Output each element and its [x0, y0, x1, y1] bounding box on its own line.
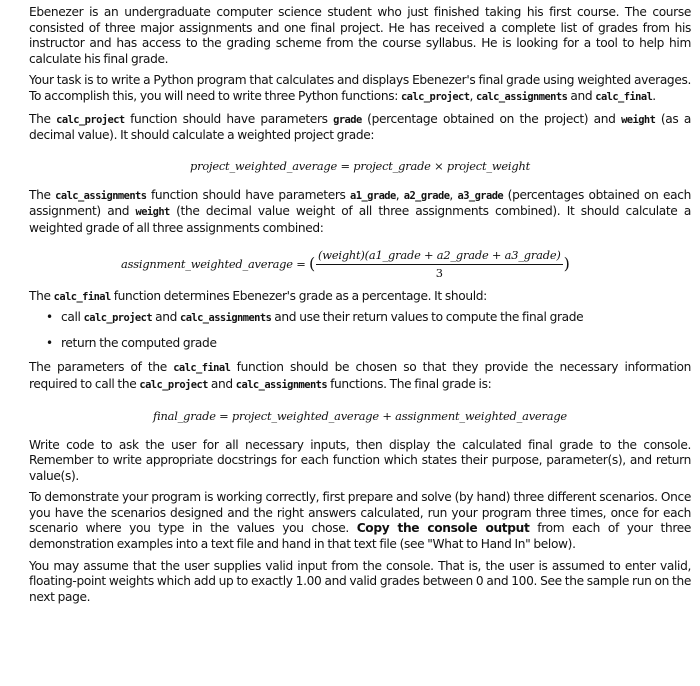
calc-final-steps-list: [29, 310, 691, 351]
eq2-open-paren: (: [309, 254, 316, 274]
task-sep-1: ,: [469, 88, 476, 103]
project-weighted-average-equation: [29, 157, 691, 176]
calc-final-paragraph: [29, 289, 691, 306]
list-item: [29, 310, 691, 327]
eq2-fraction: [316, 248, 563, 280]
eq3-equals: =: [215, 408, 232, 423]
code-grade: grade: [333, 113, 362, 126]
calc-project-paragraph: [29, 112, 691, 144]
eq1-rhs-2: project_weight: [446, 158, 530, 173]
calc-final-text-2: function determines Ebenezer's grade as a percentage. It should:: [110, 288, 487, 303]
eq1-equals: =: [337, 158, 354, 173]
calc-assignments-text-4: (the decimal value weight of all three assignments combined). It should calculate a weighted grade of all three assignments combined:: [29, 204, 691, 235]
calc-assignments-text-3: (percentages obtained on each assignment) and: [29, 187, 691, 219]
assumptions-paragraph: You may assume that the user supplies valid input from the console. That is, the user is assumed to enter valid, floating-point weights which add up to exactly 1.00 and valid grades between 0 and 100. See the sample run on the next page.: [29, 558, 691, 604]
eq1-rhs-1: project_grade: [353, 158, 431, 173]
code-calc-final: calc_final: [595, 90, 653, 103]
bullet2-text: return the computed grade: [61, 335, 217, 350]
code-calc-final: calc_final: [53, 290, 111, 303]
demo-text-1: To demonstrate your program is working correctly, first prepare and solve (by hand) three different scenarios. Once you have the scenarios designed and the right answers calculated, run your program three times, once for each scenario where you type in the values you chose.: [29, 490, 691, 536]
eq2-numerator: (weight)(a1_grade + a2_grade + a3_grade): [316, 248, 563, 265]
bullet-icon: •: [46, 310, 53, 325]
calc-assignments-sep-2: ,: [449, 187, 458, 202]
calc-final-parameters-paragraph: [29, 360, 691, 393]
params-text-2: function should be chosen so that they provide the necessary information required to call the: [29, 360, 691, 391]
code-calc-project: calc_project: [56, 113, 125, 126]
code-a3-grade: a3_grade: [457, 189, 504, 202]
bullet1-text-2: and: [152, 310, 180, 325]
eq3-plus: +: [378, 408, 396, 423]
task-text-1: Your task is to write a Python program that calculates and displays Ebenezer's final grade using weighted averages. To accomplish this, you will need to write three Python functions:: [29, 73, 691, 103]
code-calc-assignments: calc_assignments: [55, 189, 147, 202]
code-a2-grade: a2_grade: [403, 189, 450, 202]
assignment-weighted-average-equation: [121, 247, 691, 281]
calc-project-text-4: (as a decimal value). It should calculate a weighted project grade:: [29, 111, 691, 143]
task-text-2: and: [567, 88, 596, 103]
intro-paragraph: Ebenezer is an undergraduate computer science student who just finished taking his first course. The course consisted of three major assignments and one final project. He has received a complete list of grades from his instructor and has access to the grading scheme from the course syllabus. He is looking for a tool to help him calculate his final grade.: [29, 5, 691, 66]
eq3-rhs-1: project_weighted_average: [231, 408, 379, 423]
calc-final-text-1: The: [29, 288, 54, 303]
demonstration-paragraph: [29, 490, 691, 552]
calc-assignments-text-2: function should have parameters: [146, 187, 351, 202]
code-weight: weight: [135, 206, 170, 219]
calc-assignments-paragraph: [29, 188, 691, 237]
eq2-close-paren: ): [563, 254, 570, 274]
code-calc-project: calc_project: [400, 90, 470, 103]
bullet1-text-3: and use their return values to compute the final grade: [271, 310, 584, 325]
eq2-lhs: assignment_weighted_average: [121, 256, 293, 271]
eq1-times: ×: [430, 158, 447, 173]
code-a1-grade: a1_grade: [350, 189, 396, 202]
calc-project-text-1: The: [29, 111, 57, 126]
code-calc-assignments: calc_assignments: [476, 90, 568, 103]
code-calc-project: calc_project: [83, 312, 153, 325]
eq3-lhs: final_grade: [153, 408, 216, 423]
code-calc-project: calc_project: [139, 378, 208, 391]
task-paragraph: [29, 73, 691, 105]
code-weight: weight: [621, 113, 656, 126]
list-item: [29, 336, 691, 352]
eq2-equals: =: [292, 256, 309, 271]
assignment-document: [29, 5, 691, 605]
bullet1-text-1: call: [61, 310, 84, 325]
calc-assignments-sep-1: ,: [395, 187, 404, 202]
task-text-3: .: [652, 88, 656, 103]
params-text-3: and: [207, 376, 236, 391]
eq1-lhs: project_weighted_average: [190, 158, 338, 173]
final-grade-equation: [29, 407, 691, 426]
params-text-4: functions. The final grade is:: [327, 376, 492, 391]
params-text-1: The parameters of the: [29, 360, 174, 375]
calc-assignments-text-1: The: [29, 187, 56, 202]
demo-text-2: from each of your three demonstration examples into a text file and hand in that text file (see "What to Hand In" below).: [29, 521, 692, 552]
eq2-denominator: 3: [435, 265, 443, 280]
eq3-rhs-2: assignment_weighted_average: [395, 408, 567, 423]
code-calc-final: calc_final: [173, 362, 231, 375]
code-calc-assignments: calc_assignments: [235, 378, 328, 391]
code-calc-assignments: calc_assignments: [179, 312, 272, 325]
calc-project-text-2: function should have parameters: [124, 111, 334, 126]
copy-console-output-emphasis: Copy the console output: [356, 521, 530, 536]
bullet-icon: •: [46, 335, 53, 350]
inputs-paragraph: Write code to ask the user for all necessary inputs, then display the calculated final grade to the console. Remember to write appropriate docstrings for each function which states their purpose, parameter(s), and return value(s).: [29, 437, 691, 483]
calc-project-text-3: (percentage obtained on the project) and: [361, 111, 622, 126]
